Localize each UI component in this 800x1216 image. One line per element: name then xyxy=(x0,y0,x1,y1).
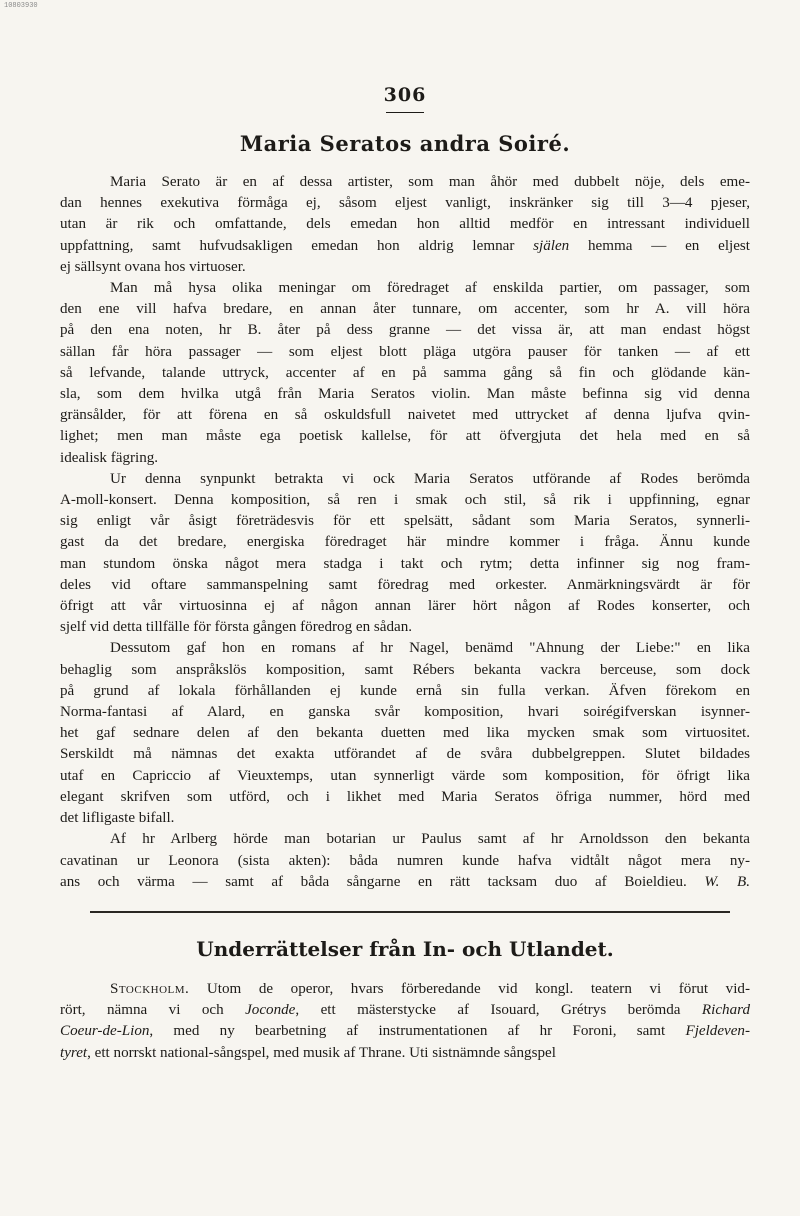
news-title-joconde: Joconde xyxy=(245,1002,296,1019)
article-line: ans och värma — samt af båda sångarne en rätt tacksam duo af Boieldieu. W. B. xyxy=(60,873,750,890)
article-line: utaf en Capriccio af Vieuxtemps, utan synnerligt värde som komposition, för öfrigt lika xyxy=(60,767,750,784)
article-line: ej sällsynt ovana hos virtuoser. xyxy=(60,258,246,275)
news-line-2 xyxy=(60,1000,750,1021)
article-line: cavatinan ur Leonora (sista akten): båda numren kunde hafva vidtålt något mera ny- xyxy=(60,852,750,869)
article-line: det lifligaste bifall. xyxy=(60,810,175,827)
article-line: Dessutom gaf hon en romans af hr Nagel, benämd "Ahnung der Liebe:" en lika xyxy=(110,640,750,657)
document-page xyxy=(60,60,750,1190)
article-line: sällan får höra passager — som eljest blott pläga utgöra pauser för tanken — af ett xyxy=(60,343,750,360)
article-paragraph xyxy=(60,172,750,278)
article-line: Maria Serato är en af dessa artister, som man åhör med dubbelt nöje, dels eme- xyxy=(110,174,750,190)
news-line-3 xyxy=(60,1021,750,1042)
news-title-coeur: Coeur-de-Lion xyxy=(60,1023,150,1040)
article-paragraph xyxy=(60,469,750,639)
page-number: 306 xyxy=(383,84,427,106)
article-line: Ur denna synpunkt betrakta vi ock Maria Seratos utförande af Rodes berömda xyxy=(110,470,750,487)
article-line: på den ena noten, hr B. åter på dess granne — det vissa är, att man endast högst xyxy=(60,322,750,339)
article-paragraph xyxy=(60,278,750,469)
article-line: på grund af lokala förhållanden ej kunde ernå sin fulla verkan. Äfven förekom en xyxy=(60,682,750,699)
article-line: idealisk fägring. xyxy=(60,449,159,466)
italic-word-sjalen: själen xyxy=(533,237,570,254)
news-line-4 xyxy=(60,1043,750,1064)
article-line-rest: hemma — en eljest xyxy=(588,237,750,254)
news-place: Stockholm. xyxy=(110,980,190,997)
article-line: utan är rik och omfattande, dels emedan hon alltid medför en intressant individuell xyxy=(60,216,750,233)
article-line: sla, som dem hvilka utgå från Maria Seratos violin. Man måste befinna sig vid denna xyxy=(60,386,750,403)
section-divider xyxy=(90,911,730,913)
article-body xyxy=(60,172,750,893)
news-line-3-rest: , med ny bearbetning af instrumentationen af hr Foroni, samt xyxy=(149,1023,666,1040)
news-section-title: Underrättelser från In- och Utlandet. xyxy=(196,936,614,961)
article-line: deles vid oftare sammanspelning samt föredrag med orkester. Anmärkningsvärdt är för xyxy=(60,576,750,593)
article-line: Norma-fantasi af Alard, en ganska svår komposition, hvari soirégifverskan isynner- xyxy=(60,704,750,721)
article-line: sjelf vid detta tillfälle för första gången föredrog en sådan. xyxy=(60,619,413,636)
article-line: Man må hysa olika meningar om föredraget af enskilda partier, om passager, som xyxy=(110,280,750,297)
article-line: gränsålder, för att förena en så oskuldsfull naivetet med uttrycket af denna ljufva qvin- xyxy=(60,407,750,424)
article-line: behaglig som anspråkslös komposition, samt Rébers bekanta vackra berceuse, som dock xyxy=(60,661,750,678)
article-line: dan hennes exekutiva förmåga ej, såsom eljest vanligt, inskränker sig till 3—4 pjeser, xyxy=(60,195,750,212)
news-line-1 xyxy=(60,979,750,1000)
signature: W. B. xyxy=(704,873,750,890)
article-line: så lefvande, talande uttryck, accenter af en på samma gång så fin och glödande kän- xyxy=(60,364,750,381)
news-title-fjeldeven: Fjeldeven- xyxy=(685,1023,751,1040)
article-line: gast da det bredare, energiska föredraget här mindre kommer i fråga. Ännu kunde xyxy=(60,534,750,551)
news-line-4-rest: , ett norrskt national-sångspel, med musik af Thrane. Uti sistnämnde sångspel xyxy=(87,1044,556,1061)
article-paragraph xyxy=(60,829,750,893)
article-line: man stundom önska något mera stadga i takt och rytm; detta infinner sig nog fram- xyxy=(60,555,750,572)
scan-id: 10803930 xyxy=(4,2,38,10)
article-line: Af hr Arlberg hörde man botarian ur Paulus samt af hr Arnoldsson den bekanta xyxy=(110,831,750,848)
news-title-richard: Richard xyxy=(701,1002,750,1019)
news-line-2-rest: , ett mästerstycke af Isouard, Grétrys berömda xyxy=(295,1002,681,1019)
news-line-2-text: rört, nämna vi och xyxy=(60,1002,224,1019)
article-line: elegant skrifven som utförd, och i likhet med Maria Seratos öfriga nummer, hörd med xyxy=(60,788,750,805)
article-line: A-moll-konsert. Denna komposition, så ren i smak och stil, så rik i uppfinning, egnar xyxy=(60,492,750,509)
article-title: Maria Seratos andra Soiré. xyxy=(239,131,571,156)
article-line: sig enligt vår åsigt företrädesvis för ett spelsätt, sådant som Maria Seratos, synnerli- xyxy=(60,513,750,530)
news-paragraph xyxy=(60,979,750,1064)
news-title-tyret: tyret xyxy=(60,1044,88,1061)
article-paragraph xyxy=(60,638,750,829)
article-line: öfrigt att vår virtuosinna ej af någon annan lärer hört någon af Rodes konserter, och xyxy=(60,598,750,615)
page-number-underline xyxy=(386,112,424,113)
article-line: lighet; men man måste ega poetisk kallelse, för att öfvergjuta det hela med en så xyxy=(60,428,750,445)
article-line: den ene vill hafva bredare, en annan åter tunnare, om accenter, som hr A. vill höra xyxy=(60,301,750,318)
article-line: Serskildt må nämnas det exakta utförandet af de svåra dubbelgreppen. Slutet bildades xyxy=(60,746,750,763)
article-line: uppfattning, samt hufvudsakligen emedan hon aldrig lemnar själen hemma — en eljest xyxy=(60,237,750,254)
news-line-1-text: Utom de operor, hvars förberedande vid kongl. teatern vi förut vid- xyxy=(206,980,750,997)
article-line: het gaf sednare delen af den bekanta duetten med lika mycken smak som virtuositet. xyxy=(60,725,750,742)
